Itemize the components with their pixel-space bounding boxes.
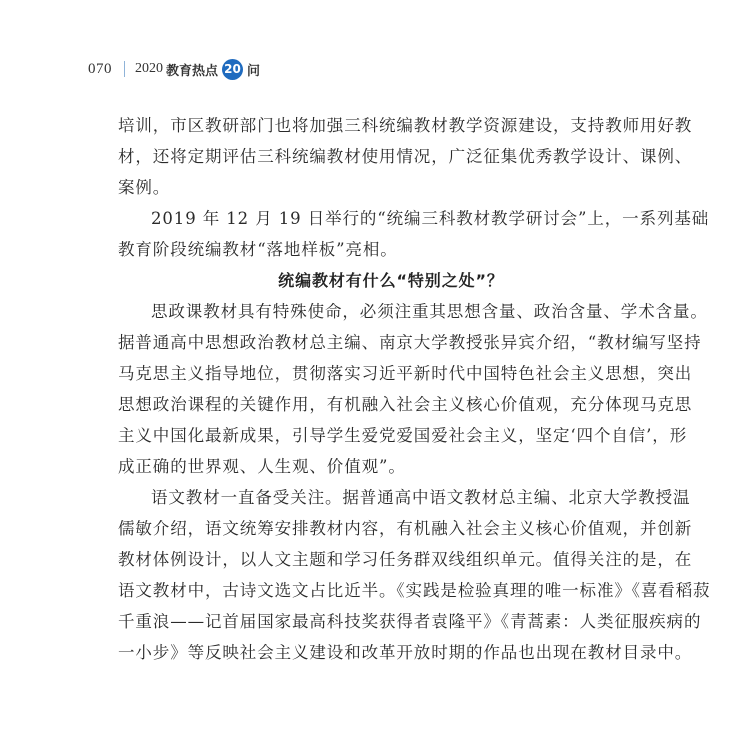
- paragraph-line: 思想政治课程的关键作用，有机融入社会主义核心价值观，充分体现马克思: [118, 395, 693, 414]
- number-badge: 20: [222, 59, 243, 80]
- page-body: [118, 110, 711, 668]
- book-title-suffix: 问: [247, 63, 261, 79]
- paragraph-line: 千重浪——记首届国家最高科技奖获得者袁隆平》《青蒿素：人类征服疾病的: [118, 612, 702, 631]
- paragraph-line: 马克思主义指导地位，贯彻落实习近平新时代中国特色社会主义思想，突出: [118, 364, 693, 383]
- paragraph-line: 案例。: [118, 178, 171, 197]
- paragraph-line: 语文教材一直备受关注。据普通高中语文教材总主编、北京大学教授温: [151, 488, 691, 507]
- paragraph-line: 儒敏介绍，语文统筹安排教材内容，有机融入社会主义核心价值观，并创新: [118, 519, 693, 538]
- paragraph-line: 一小步》等反映社会主义建设和改革开放时期的作品也出现在教材目录中。: [118, 643, 693, 662]
- book-title: 教育热点: [166, 63, 219, 79]
- paragraph-line: 材，还将定期评估三科统编教材使用情况，广泛征集优秀教学设计、课例、: [118, 147, 693, 166]
- running-header: [88, 58, 260, 80]
- paragraph-line: 教材体例设计，以人文主题和学习任务群双线组织单元。值得关注的是，在: [118, 550, 693, 569]
- paragraph-line: 2019 年 12 月 19 日举行的“统编三科教材教学研讨会”上，一系列基础: [151, 209, 710, 228]
- header-separator: [124, 61, 125, 77]
- paragraph-line: 语文教材中，古诗文选文占比近半。《实践是检验真理的唯一标准》《喜看稻菽: [118, 581, 711, 600]
- paragraph-line: 思政课教材具有特殊使命，必须注重其思想含量、政治含量、学术含量。: [151, 302, 708, 321]
- paragraph-line: 教育阶段统编教材“落地样板”亮相。: [118, 240, 398, 259]
- paragraph-line: 培训，市区教研部门也将加强三科统编教材教学资源建设，支持教师用好教: [118, 116, 693, 135]
- section-heading: 统编教材有什么“特别之处”？: [278, 271, 504, 290]
- page-number: 070: [88, 60, 112, 77]
- paragraph-line: 主义中国化最新成果，引导学生爱党爱国爱社会主义，坚定‘四个自信’，形: [118, 426, 688, 445]
- paragraph-line: 成正确的世界观、人生观、价值观”。: [118, 457, 406, 476]
- book-year: 2020: [135, 61, 163, 76]
- paragraph-line: 据普通高中思想政治教材总主编、南京大学教授张异宾介绍，“教材编写坚持: [118, 333, 702, 352]
